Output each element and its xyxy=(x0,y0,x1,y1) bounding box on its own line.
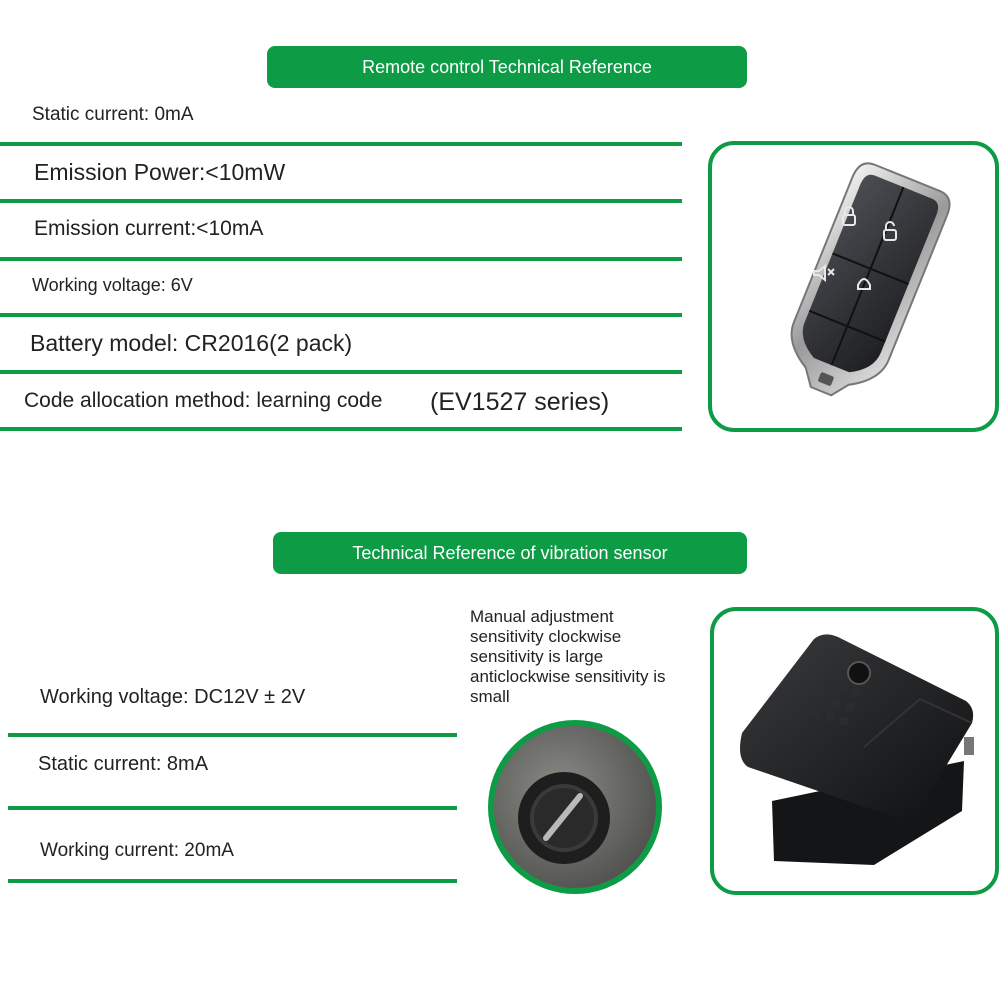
note-line: Manual adjustment xyxy=(470,607,614,626)
divider xyxy=(0,199,682,203)
note-line: sensitivity is large xyxy=(470,647,604,666)
spec-static-current: Static current: 0mA xyxy=(32,104,194,125)
remote-section-title xyxy=(267,46,747,88)
spec-working-voltage: Working voltage: 6V xyxy=(32,275,193,295)
divider xyxy=(8,806,457,810)
divider xyxy=(0,142,682,146)
spec-working-current: Working current: 20mA xyxy=(40,840,234,861)
remote-title-text: Remote control Technical Reference xyxy=(362,56,652,77)
spec-working-voltage: Working voltage: DC12V ± 2V xyxy=(40,686,306,708)
spec-code-series: (EV1527 series) xyxy=(430,388,610,416)
spec-emission-current: Emission current:<10mA xyxy=(34,217,264,240)
divider xyxy=(8,733,457,737)
knob-closeup xyxy=(488,720,662,894)
spec-code-allocation: Code allocation method: learning code xyxy=(24,389,383,412)
sensor-image-frame xyxy=(710,607,999,895)
spec-static-current: Static current: 8mA xyxy=(38,753,209,775)
divider xyxy=(0,370,682,374)
spec-battery-model: Battery model: CR2016(2 pack) xyxy=(30,330,353,356)
note-line: anticlockwise sensitivity is xyxy=(470,667,666,686)
divider xyxy=(8,879,457,883)
sensor-title-text: Technical Reference of vibration sensor xyxy=(352,542,668,563)
note-line: sensitivity clockwise xyxy=(470,627,622,646)
note-line: small xyxy=(470,687,510,706)
divider xyxy=(0,313,682,317)
car-remote-key-fob-icon xyxy=(712,145,995,428)
sensor-section-title xyxy=(273,532,747,574)
divider xyxy=(0,427,682,431)
remote-image-frame xyxy=(708,141,999,432)
vibration-sensor-module-icon xyxy=(714,611,995,891)
adjustment-note xyxy=(470,607,666,707)
adjustment-knob-icon xyxy=(494,726,656,888)
spec-emission-power: Emission Power:<10mW xyxy=(34,159,286,185)
divider xyxy=(0,257,682,261)
